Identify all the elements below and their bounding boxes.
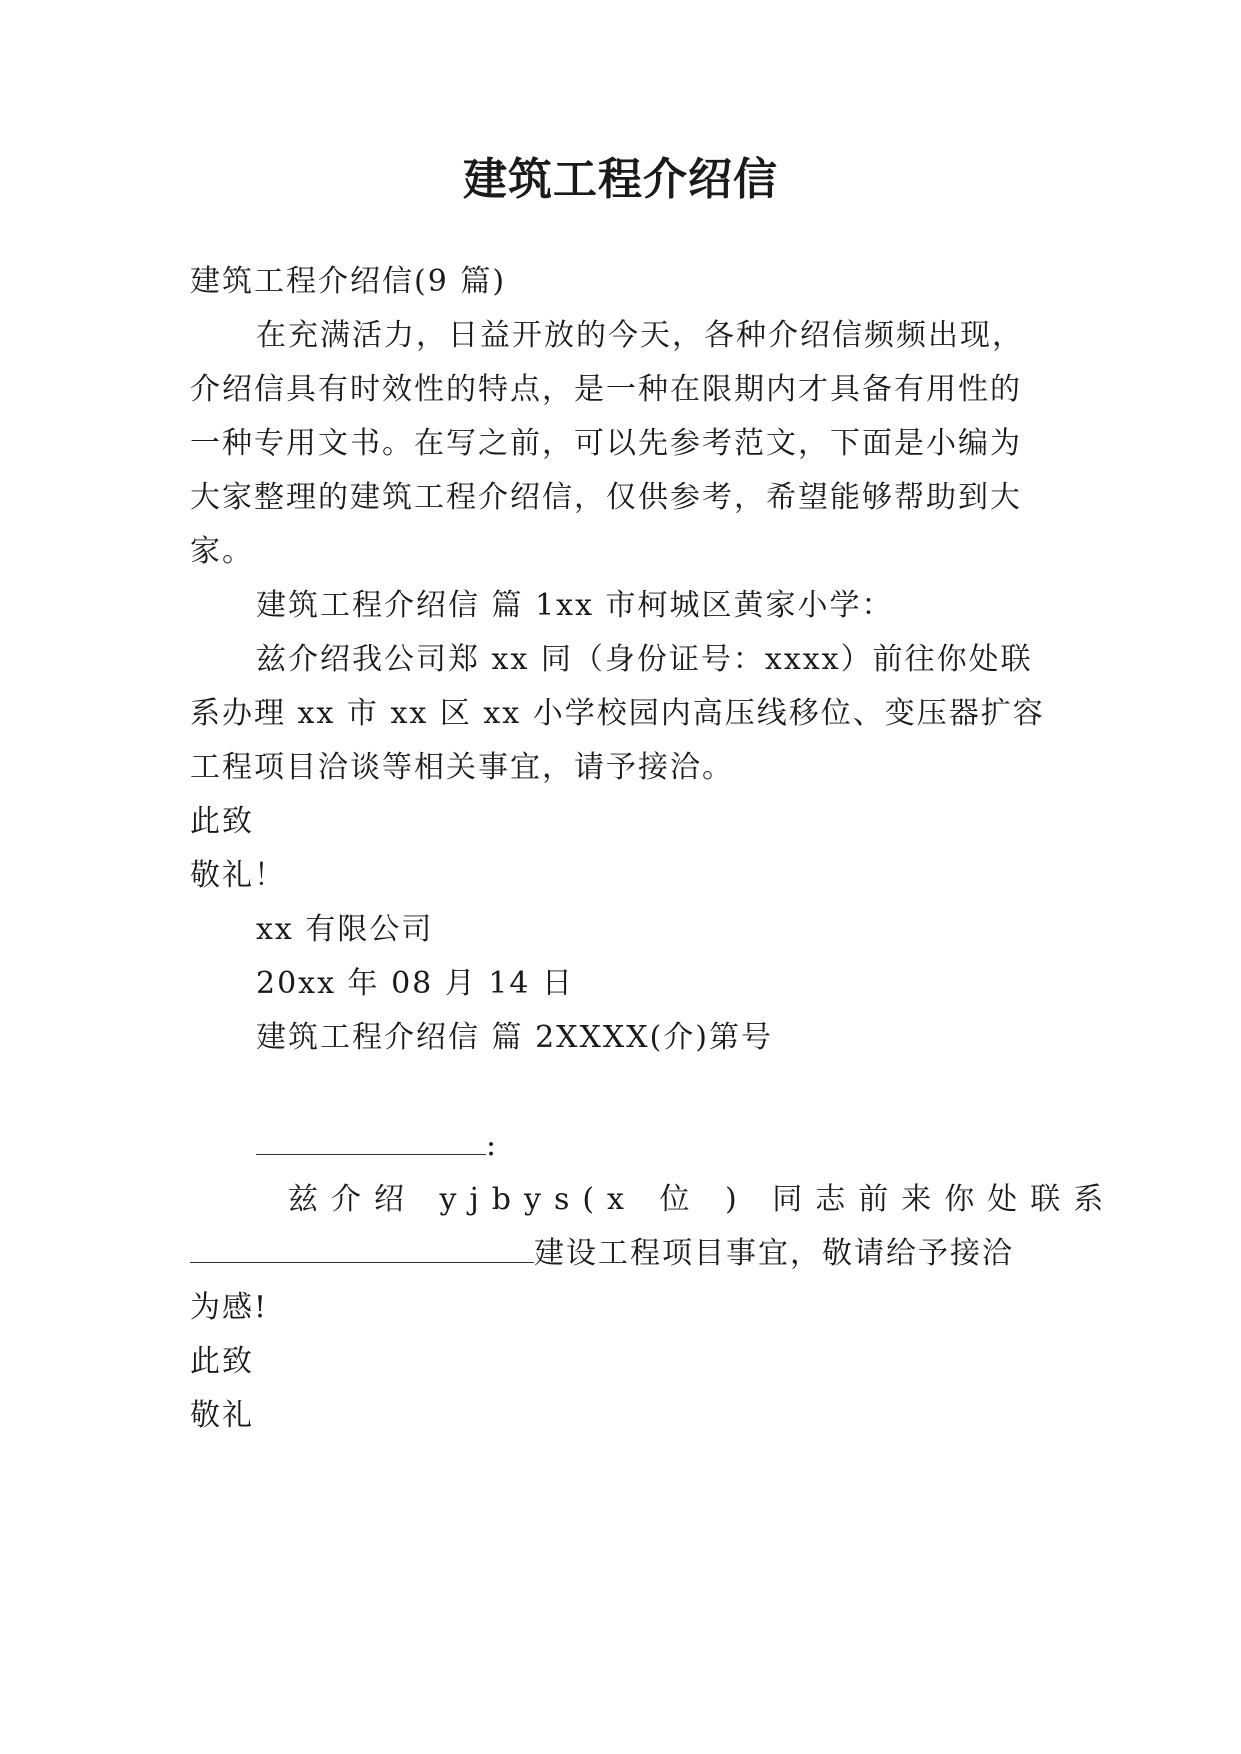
document-title: 建筑工程介绍信 bbox=[463, 154, 778, 205]
recipient-blank bbox=[256, 1126, 486, 1155]
letter1-closing-cizhi: 此致 bbox=[190, 804, 254, 839]
letter2-body-line-2-text: 建设工程项目事宜，敬请给予接洽 bbox=[534, 1236, 1014, 1271]
letter1-body-line-2: 系办理 xx 市 xx 区 xx 小学校园内高压线移位、变压器扩容 bbox=[190, 696, 1045, 731]
letter1-heading: 建筑工程介绍信 篇 1xx 市柯城区黄家小学： bbox=[256, 588, 894, 623]
letter1-body-line-3: 工程项目洽谈等相关事宜，请予接洽。 bbox=[190, 750, 734, 785]
letter1-date: 20xx 年 08 月 14 日 bbox=[256, 966, 575, 1001]
intro-line-1: 在充满活力，日益开放的今天，各种介绍信频频出现， bbox=[256, 318, 1024, 353]
letter1-body-line-1: 兹介绍我公司郑 xx 同（身份证号：xxxx）前往你处联 bbox=[256, 642, 1033, 677]
letter2-body-line-2 bbox=[190, 1234, 1060, 1274]
letter2-closing-cizhi: 此致 bbox=[190, 1344, 254, 1379]
letter2-closing-jingli: 敬礼 bbox=[190, 1398, 254, 1433]
letter2-body-line-1: 兹介绍 yjbys(x 位 ) 同志前来你处联系 bbox=[288, 1182, 1117, 1217]
intro-line-2: 介绍信具有时效性的特点，是一种在限期内才具备有用性的 bbox=[190, 372, 1022, 407]
intro-line-3: 一种专用文书。在写之前，可以先参考范文，下面是小编为 bbox=[190, 426, 1022, 461]
letter2-recipient-line bbox=[256, 1126, 1126, 1166]
intro-line-5: 家。 bbox=[190, 534, 254, 569]
recipient-colon: : bbox=[486, 1128, 499, 1163]
letter1-closing-jingli: 敬礼！ bbox=[190, 858, 286, 893]
matter-blank bbox=[190, 1234, 534, 1263]
intro-line-4: 大家整理的建筑工程介绍信，仅供参考，希望能够帮助到大 bbox=[190, 480, 1022, 515]
letter2-heading: 建筑工程介绍信 篇 2XXXX(介)第号 bbox=[256, 1020, 773, 1055]
subtitle-line: 建筑工程介绍信(9 篇) bbox=[190, 264, 507, 299]
letter1-company: xx 有限公司 bbox=[256, 912, 434, 947]
letter2-body-line-3: 为感! bbox=[190, 1290, 269, 1325]
